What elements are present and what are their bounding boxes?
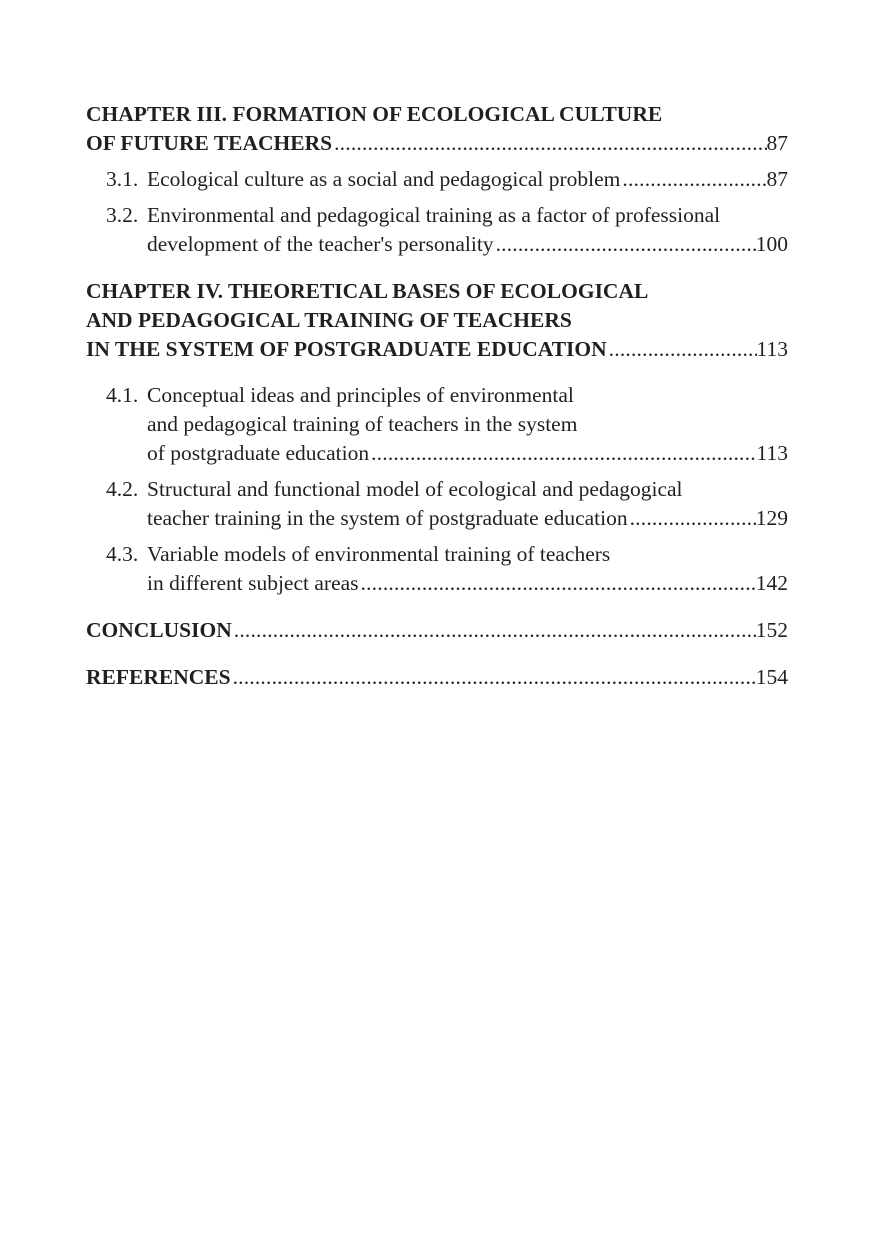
- chapter-4-title-last-line: [86, 335, 788, 364]
- references-line: [86, 663, 788, 692]
- section-3-2-title-line-2: development of the teacher's personality: [147, 232, 494, 256]
- toc-entry-4-1: [86, 381, 788, 468]
- chapter-3-title-last-line: [86, 129, 788, 158]
- section-3-1-last-line: [147, 165, 788, 194]
- references-page-number: 154: [755, 665, 788, 689]
- toc-entry-chapter-3: [86, 100, 788, 158]
- section-3-1-page-number: 87: [766, 167, 788, 191]
- chapter-3-title-line-2: OF FUTURE TEACHERS: [86, 131, 333, 155]
- chapter-4-title-line-2: AND PEDAGOGICAL TRAINING OF TEACHERS: [86, 308, 572, 332]
- toc-entry-references: [86, 663, 788, 692]
- section-4-2-title-line-2: teacher training in the system of postgraduate education: [147, 506, 628, 530]
- references-title: REFERENCES: [86, 665, 231, 689]
- toc-entry-chapter-4: [86, 277, 788, 364]
- chapter-4-title-line-3: IN THE SYSTEM OF POSTGRADUATE EDUCATION: [86, 337, 607, 361]
- section-4-3-title-line-1: Variable models of environmental training of teachers: [147, 542, 611, 566]
- section-4-3-page-number: 142: [755, 571, 788, 595]
- section-4-1-last-line: [147, 439, 788, 468]
- dot-leader: [332, 129, 766, 158]
- dot-leader: [231, 663, 756, 692]
- section-4-3-title-line-2: in different subject areas: [147, 571, 359, 595]
- chapter-3-page-number: 87: [766, 131, 788, 155]
- section-4-2-title-line-1: Structural and functional model of ecological and pedagogical: [147, 477, 683, 501]
- section-4-3-last-line: [147, 569, 788, 598]
- conclusion-title: CONCLUSION: [86, 618, 232, 642]
- section-4-1-page-number: 113: [756, 441, 788, 465]
- section-3-2-last-line: [147, 230, 788, 259]
- dot-leader: [369, 439, 756, 468]
- section-4-2-last-line: [147, 504, 788, 533]
- section-4-2-page-number: 129: [755, 506, 788, 530]
- section-4-1-title-line-1: Conceptual ideas and principles of environmental: [147, 383, 574, 407]
- table-of-contents: [86, 100, 788, 710]
- conclusion-line: [86, 616, 788, 645]
- dot-leader: [620, 165, 766, 194]
- dot-leader: [232, 616, 756, 645]
- dot-leader: [359, 569, 756, 598]
- section-4-1-number: 4.1.: [106, 383, 139, 407]
- toc-entry-4-2: [86, 475, 788, 533]
- toc-entry-3-1: [86, 165, 788, 194]
- chapter-4-page-number: 113: [756, 337, 788, 361]
- dot-leader: [494, 230, 756, 259]
- section-3-2-number: 3.2.: [106, 203, 139, 227]
- chapter-4-title-line-1: CHAPTER IV. THEORETICAL BASES OF ECOLOGICAL: [86, 279, 649, 303]
- section-3-1-title: Ecological culture as a social and pedagogical problem: [147, 167, 621, 191]
- conclusion-page-number: 152: [755, 618, 788, 642]
- section-3-2-title-line-1: Environmental and pedagogical training as a factor of professional: [147, 203, 721, 227]
- section-4-1-title-line-2: and pedagogical training of teachers in the system: [147, 412, 578, 436]
- section-3-2-page-number: 100: [755, 232, 788, 256]
- section-4-3-number: 4.3.: [106, 542, 139, 566]
- section-4-1-title-line-3: of postgraduate education: [147, 441, 370, 465]
- toc-entry-4-3: [86, 540, 788, 598]
- toc-entry-3-2: [86, 201, 788, 259]
- section-3-1-number: 3.1.: [106, 167, 139, 191]
- dot-leader: [607, 335, 757, 364]
- chapter-3-title-line-1: CHAPTER III. FORMATION OF ECOLOGICAL CULTURE: [86, 102, 663, 126]
- section-4-2-number: 4.2.: [106, 477, 139, 501]
- toc-entry-conclusion: [86, 616, 788, 645]
- dot-leader: [628, 504, 756, 533]
